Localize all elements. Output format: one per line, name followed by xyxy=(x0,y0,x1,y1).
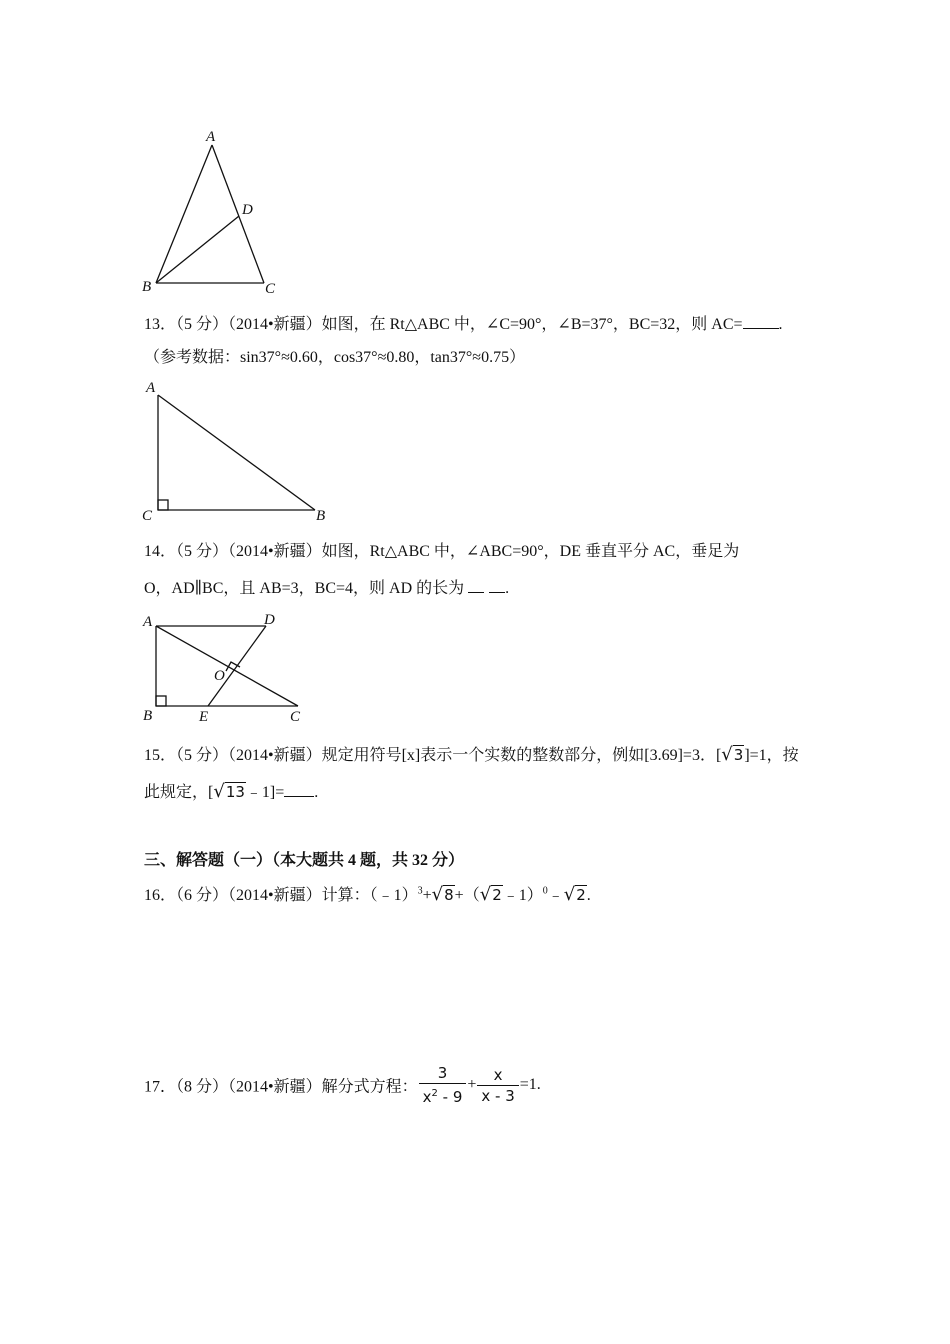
label-b: B xyxy=(143,708,153,724)
label-e: E xyxy=(199,709,209,725)
q16-exponent-3: 3 xyxy=(417,885,423,897)
q14-answer-blank-a[interactable] xyxy=(468,578,484,593)
label-d: D xyxy=(264,612,275,628)
label-c: C xyxy=(265,281,276,297)
label-c: C xyxy=(290,709,301,725)
fraction-3-over-x2-9: $\frac{3}{x^2 - 9}$ xyxy=(419,1063,467,1107)
label-b: B xyxy=(316,508,326,524)
q17-plus: + xyxy=(467,1076,477,1093)
label-c: C xyxy=(142,508,153,524)
q14-line2 xyxy=(144,575,509,598)
q16-plus-1: + xyxy=(422,887,432,904)
q15-text-a: 15．（5 分）（2014•新疆）规定用符号[x]表示一个实数的整数部分，例如[3.69]=3．[ xyxy=(144,747,722,764)
figure-q13-right-triangle xyxy=(138,377,338,527)
q17-text: 17．（8 分）（2014•新疆）解分式方程： xyxy=(144,1078,418,1096)
q13-answer-blank[interactable] xyxy=(743,314,779,329)
label-a: A xyxy=(206,129,216,145)
figure-q14-geometry xyxy=(138,608,318,728)
q16-minus: ﹣ xyxy=(547,887,564,904)
label-b: B xyxy=(142,279,152,295)
figure-q12-triangle xyxy=(138,125,288,300)
q15-line1 xyxy=(144,742,799,765)
edge-ac xyxy=(212,145,264,283)
q17-equals-1: =1. xyxy=(519,1076,541,1093)
q16-line xyxy=(144,882,591,905)
q15-period: . xyxy=(314,784,319,801)
q13-text: 13．（5 分）（2014•新疆）如图，在 Rt△ABC 中，∠C=90°，∠B=37°，BC=32，则 AC= xyxy=(144,316,743,333)
q15-answer-blank[interactable] xyxy=(284,782,314,797)
edge-ab xyxy=(158,395,315,510)
q15-text-b: ]=1，按 xyxy=(744,747,799,764)
q14-line1: 14．（5 分）（2014•新疆）如图，Rt△ABC 中，∠ABC=90°，DE 垂直平分 AC，垂足为 xyxy=(144,543,740,560)
edge-bd xyxy=(156,216,239,283)
q16-plus-2: +（ xyxy=(454,887,480,904)
label-a: A xyxy=(146,380,156,396)
label-a: A xyxy=(143,614,153,630)
q14-text: O，AD∥BC，且 AB=3，BC=4，则 AD 的长为 xyxy=(144,580,465,597)
q15-text-d: ﹣1]= xyxy=(245,784,285,801)
sqrt-2-b: √2 xyxy=(563,884,586,905)
label-o: O xyxy=(214,668,225,684)
right-angle-mark-b xyxy=(156,696,166,706)
edge-ab xyxy=(156,145,212,283)
q13-line1 xyxy=(144,311,783,334)
q16-minus-1: ﹣1） xyxy=(502,887,543,904)
sqrt-2-a: √2 xyxy=(479,884,502,905)
sqrt-13: √13 xyxy=(213,781,245,802)
fraction-x-over-x-3: $\frac{x}{x - 3}$ xyxy=(477,1065,518,1106)
q13-period: . xyxy=(778,316,783,333)
q16-period: . xyxy=(586,887,591,904)
section-3-title: 三、解答题（一）（本大题共 4 题，共 32 分） xyxy=(144,852,465,869)
q15-text-c: 此规定，[ xyxy=(144,784,214,801)
q15-line2 xyxy=(144,779,318,802)
sqrt-8: √8 xyxy=(431,884,454,905)
sqrt-3: √3 xyxy=(721,744,744,765)
q17-line xyxy=(144,1063,541,1107)
edge-ac xyxy=(156,626,298,706)
q14-period: . xyxy=(505,580,510,597)
q14-answer-blank-b[interactable] xyxy=(489,578,505,593)
label-d: D xyxy=(242,202,253,218)
q13-line2: （参考数据：sin37°≈0.60，cos37°≈0.80，tan37°≈0.75） xyxy=(144,349,526,366)
q16-exponent-0: 0 xyxy=(542,885,548,897)
right-angle-mark xyxy=(158,500,168,510)
q16-text: 16．（6 分）（2014•新疆）计算：（﹣1） xyxy=(144,887,418,904)
